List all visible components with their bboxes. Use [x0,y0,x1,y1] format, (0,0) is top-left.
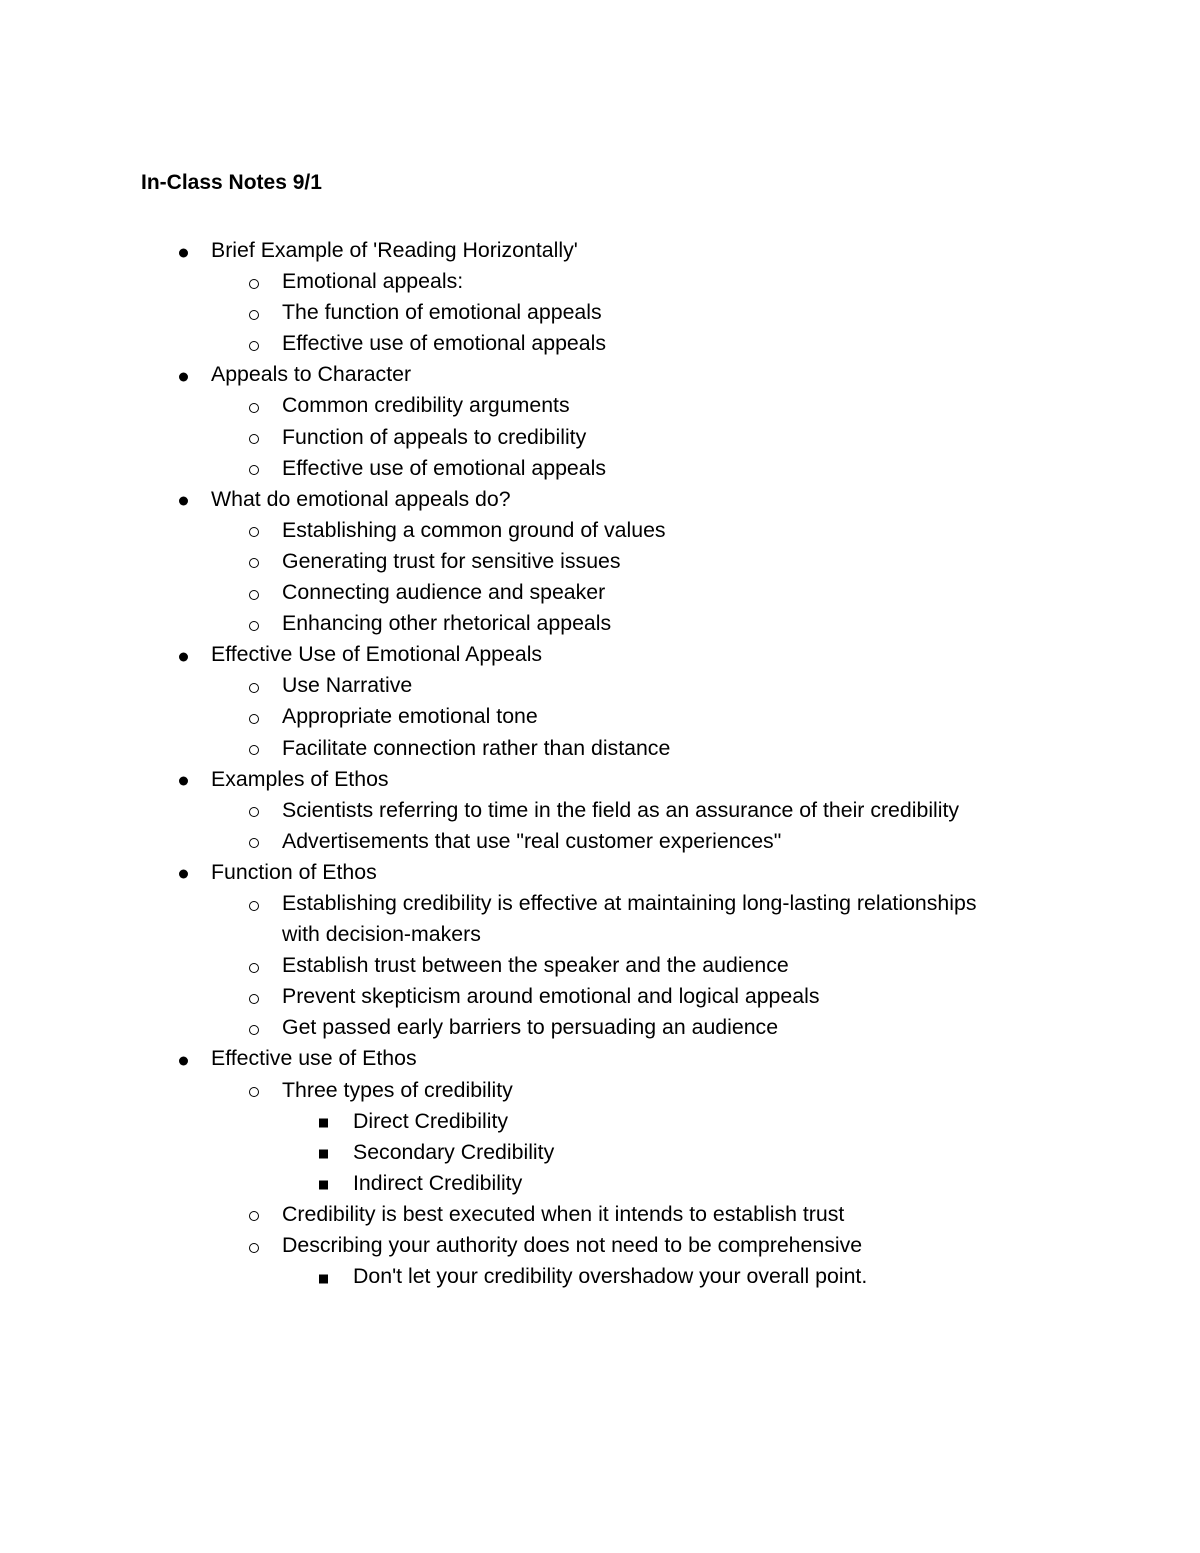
circle-bullet-icon [249,1230,263,1261]
circle-bullet-icon [249,390,263,421]
outline-item-level-1 [0,764,1200,795]
outline-item-level-3 [0,1261,1200,1292]
square-bullet-icon [319,1137,333,1168]
outline-item-level-2 [0,266,1200,297]
circle-bullet-icon [249,577,263,608]
circle-bullet-icon [249,1199,263,1230]
outline-item-level-2 [0,795,1200,826]
circle-bullet-icon [249,670,263,701]
disc-bullet-icon [179,1043,193,1074]
outline-item-text-continuation: with decision-makers [282,922,481,947]
outline-item-level-2 [0,733,1200,764]
outline-item-level-2 [0,888,1200,950]
outline-item-text: Function of appeals to credibility [282,424,587,449]
outline-item-level-2 [0,608,1200,639]
outline-item-text: What do emotional appeals do? [211,486,511,511]
circle-bullet-icon [249,826,263,857]
outline-item-text: Examples of Ethos [211,766,389,791]
disc-bullet-icon [179,857,193,888]
outline-item-text: Appropriate emotional tone [282,704,538,729]
outline-item-text: Common credibility arguments [282,393,570,418]
disc-bullet-icon [179,639,193,670]
square-bullet-icon [319,1261,333,1292]
circle-bullet-icon [249,297,263,328]
document-title: In-Class Notes 9/1 [141,171,322,194]
disc-bullet-icon [179,484,193,515]
circle-bullet-icon [249,608,263,639]
outline-item-level-2 [0,515,1200,546]
outline-item-text: Advertisements that use "real customer experiences" [282,828,782,853]
outline-item-level-3 [0,1106,1200,1137]
circle-bullet-icon [249,266,263,297]
square-bullet-icon [319,1168,333,1199]
outline-item-level-2 [0,981,1200,1012]
circle-bullet-icon [249,453,263,484]
outline-item-text: Credibility is best executed when it intends to establish trust [282,1201,845,1226]
outline-item-level-2 [0,328,1200,359]
outline-item-text: Establishing a common ground of values [282,517,666,542]
outline-item-text: Effective use of emotional appeals [282,331,606,356]
outline-item-text: Describing your authority does not need to be comprehensive [282,1233,863,1257]
outline-item-level-2 [0,1075,1200,1106]
outline-item-text: Don't let your credibility overshadow your overall point. [353,1264,868,1289]
outline-item-level-2 [0,546,1200,577]
circle-bullet-icon [249,515,263,546]
outline-item-level-2 [0,422,1200,453]
circle-bullet-icon [249,546,263,577]
outline-item-level-1 [0,639,1200,670]
outline-item-level-1 [0,1043,1200,1074]
outline-item-level-1 [0,359,1200,390]
disc-bullet-icon [179,235,193,266]
outline-item-text: Three types of credibility [282,1077,513,1102]
outline-item-text: Scientists referring to time in the field as an assurance of their credibility [282,797,960,822]
outline-item-level-2 [0,453,1200,484]
circle-bullet-icon [249,422,263,453]
outline-item-level-3 [0,1168,1200,1199]
circle-bullet-icon [249,981,263,1012]
circle-bullet-icon [249,888,263,919]
outline-item-text: Indirect Credibility [353,1170,523,1195]
outline-item-level-2 [0,1012,1200,1043]
outline-item-level-1 [0,484,1200,515]
outline-item-level-1 [0,235,1200,266]
disc-bullet-icon [179,359,193,390]
outline-item-level-2 [0,1199,1200,1230]
outline-item-text: Use Narrative [282,673,413,698]
circle-bullet-icon [249,701,263,732]
outline-item-text: Facilitate connection rather than distance [282,735,671,760]
square-bullet-icon [319,1106,333,1137]
outline-item-text: Emotional appeals: [282,269,464,294]
outline-item-text: Secondary Credibility [353,1139,555,1164]
circle-bullet-icon [249,1075,263,1106]
circle-bullet-icon [249,795,263,826]
outline-item-level-2 [0,701,1200,732]
outline-item-text: Brief Example of 'Reading Horizontally' [211,238,578,262]
outline-item-level-2 [0,577,1200,608]
outline-item-level-2 [0,670,1200,701]
outline-item-text: Generating trust for sensitive issues [282,548,621,573]
outline-item-level-2 [0,950,1200,981]
outline-item-text: Appeals to Character [211,362,412,387]
outline-item-level-2 [0,390,1200,421]
outline-item-text: Effective use of emotional appeals [282,455,606,480]
disc-bullet-icon [179,764,193,795]
circle-bullet-icon [249,733,263,764]
notes-outline [0,235,1200,1292]
outline-item-text: Prevent skepticism around emotional and logical appeals [282,984,820,1009]
outline-item-text: Get passed early barriers to persuading an audience [282,1015,779,1040]
circle-bullet-icon [249,1012,263,1043]
outline-item-text: Effective use of Ethos [211,1046,417,1071]
circle-bullet-icon [249,328,263,359]
outline-item-text: Connecting audience and speaker [282,580,606,605]
outline-item-text: Function of Ethos [211,859,377,884]
outline-item-text: Effective Use of Emotional Appeals [211,642,543,667]
outline-item-level-2 [0,826,1200,857]
outline-item-level-2 [0,297,1200,328]
outline-item-level-1 [0,857,1200,888]
outline-item-text: Establishing credibility is effective at maintaining long-lasting relationships [282,890,977,915]
circle-bullet-icon [249,950,263,981]
outline-item-level-3 [0,1137,1200,1168]
outline-item-level-2 [0,1230,1200,1261]
outline-item-text: Establish trust between the speaker and the audience [282,953,789,978]
outline-item-text: Direct Credibility [353,1108,509,1133]
outline-item-text: The function of emotional appeals [282,300,602,325]
outline-item-text: Enhancing other rhetorical appeals [282,611,612,636]
